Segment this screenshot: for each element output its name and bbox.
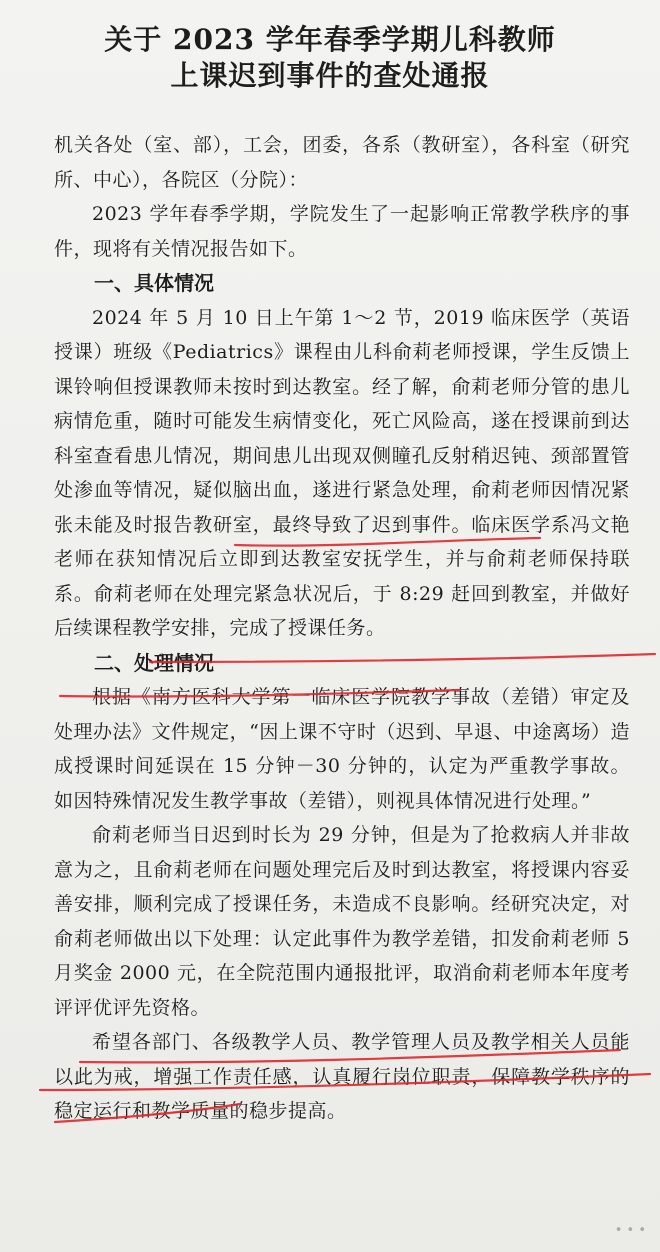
intro-paragraph: 2023 学年春季学期，学院发生了一起影响正常教学秩序的事件，现将有关情况报告如下。 [54, 203, 630, 260]
title-line-2: 上课迟到事件的查处通报 [170, 59, 490, 92]
dots-watermark: • • • [614, 1223, 646, 1238]
section-2-paragraph-1: 根据《南方医科大学第一临床医学院教学事故（差错）审定及处理办法》文件规定，“因上课不守时（迟到、早退、中途离场）造成授课时间延误在 15 分钟－30 分钟的，认定为严重教学事故。如因特殊情况发生教学事故（差错），则视具体情况进行处理。” [54, 686, 630, 812]
addressee: 机关各处（室、部），工会，团委，各系（教研室），各科室（研究所、中心），各院区（分院）： [54, 134, 630, 191]
section-1-paragraph: 2024 年 5 月 10 日上午第 1～2 节，2019 临床医学（英语授课）班级《Pediatrics》课程由儿科俞莉老师授课，学生反馈上课铃响但授课教师未按时到达教室。经了解，俞莉老师分管的患儿病情危重，随时可能发生病情变化，死亡风险高，遂在授课前到达科室查看患儿情况，期间患儿出现双侧瞳孔反射稍迟钝、颈部置管处渗血等情况，疑似脑出血，遂进行紧急处理，俞莉老师因情况紧张未能及时报告教研室，最终导致了迟到事件。临床医学系冯文艳老师在获知情况后立即到达教室安抚学生，并与俞莉老师保持联系。俞莉老师在处理完紧急状况后，于 8:29 赶回到教室，并做好后续课程教学安排，完成了授课任务。 [54, 306, 630, 639]
section-1-heading: 一、具体情况 [94, 271, 214, 295]
notice-body [0, 94, 660, 1129]
section-2-heading: 二、处理情况 [94, 650, 214, 675]
title-line-1: 关于 2023 学年春季学期儿科教师 [104, 23, 556, 56]
section-2-paragraph-2: 俞莉老师当日迟到时长为 29 分钟，但是为了抢救病人并非故意为之，且俞莉老师在问题处理完后及时到达教室，将授课内容妥善安排，顺利完成了授课任务，未造成不良影响。经研究决定，对俞莉老师做出以下处理：认定此事件为教学差错，扣发俞莉老师 5 月奖金 2000 元，在全院范围内通报批评，取消俞莉老师本年度考评评优评先资格。 [54, 824, 630, 1019]
closing-paragraph: 希望各部门、各级教学人员、教学管理人员及教学相关人员能以此为戒，增强工作责任感，认真履行岗位职责，保障教学秩序的稳定运行和教学质量的稳步提高。 [54, 1031, 630, 1122]
notice-title [0, 0, 660, 94]
